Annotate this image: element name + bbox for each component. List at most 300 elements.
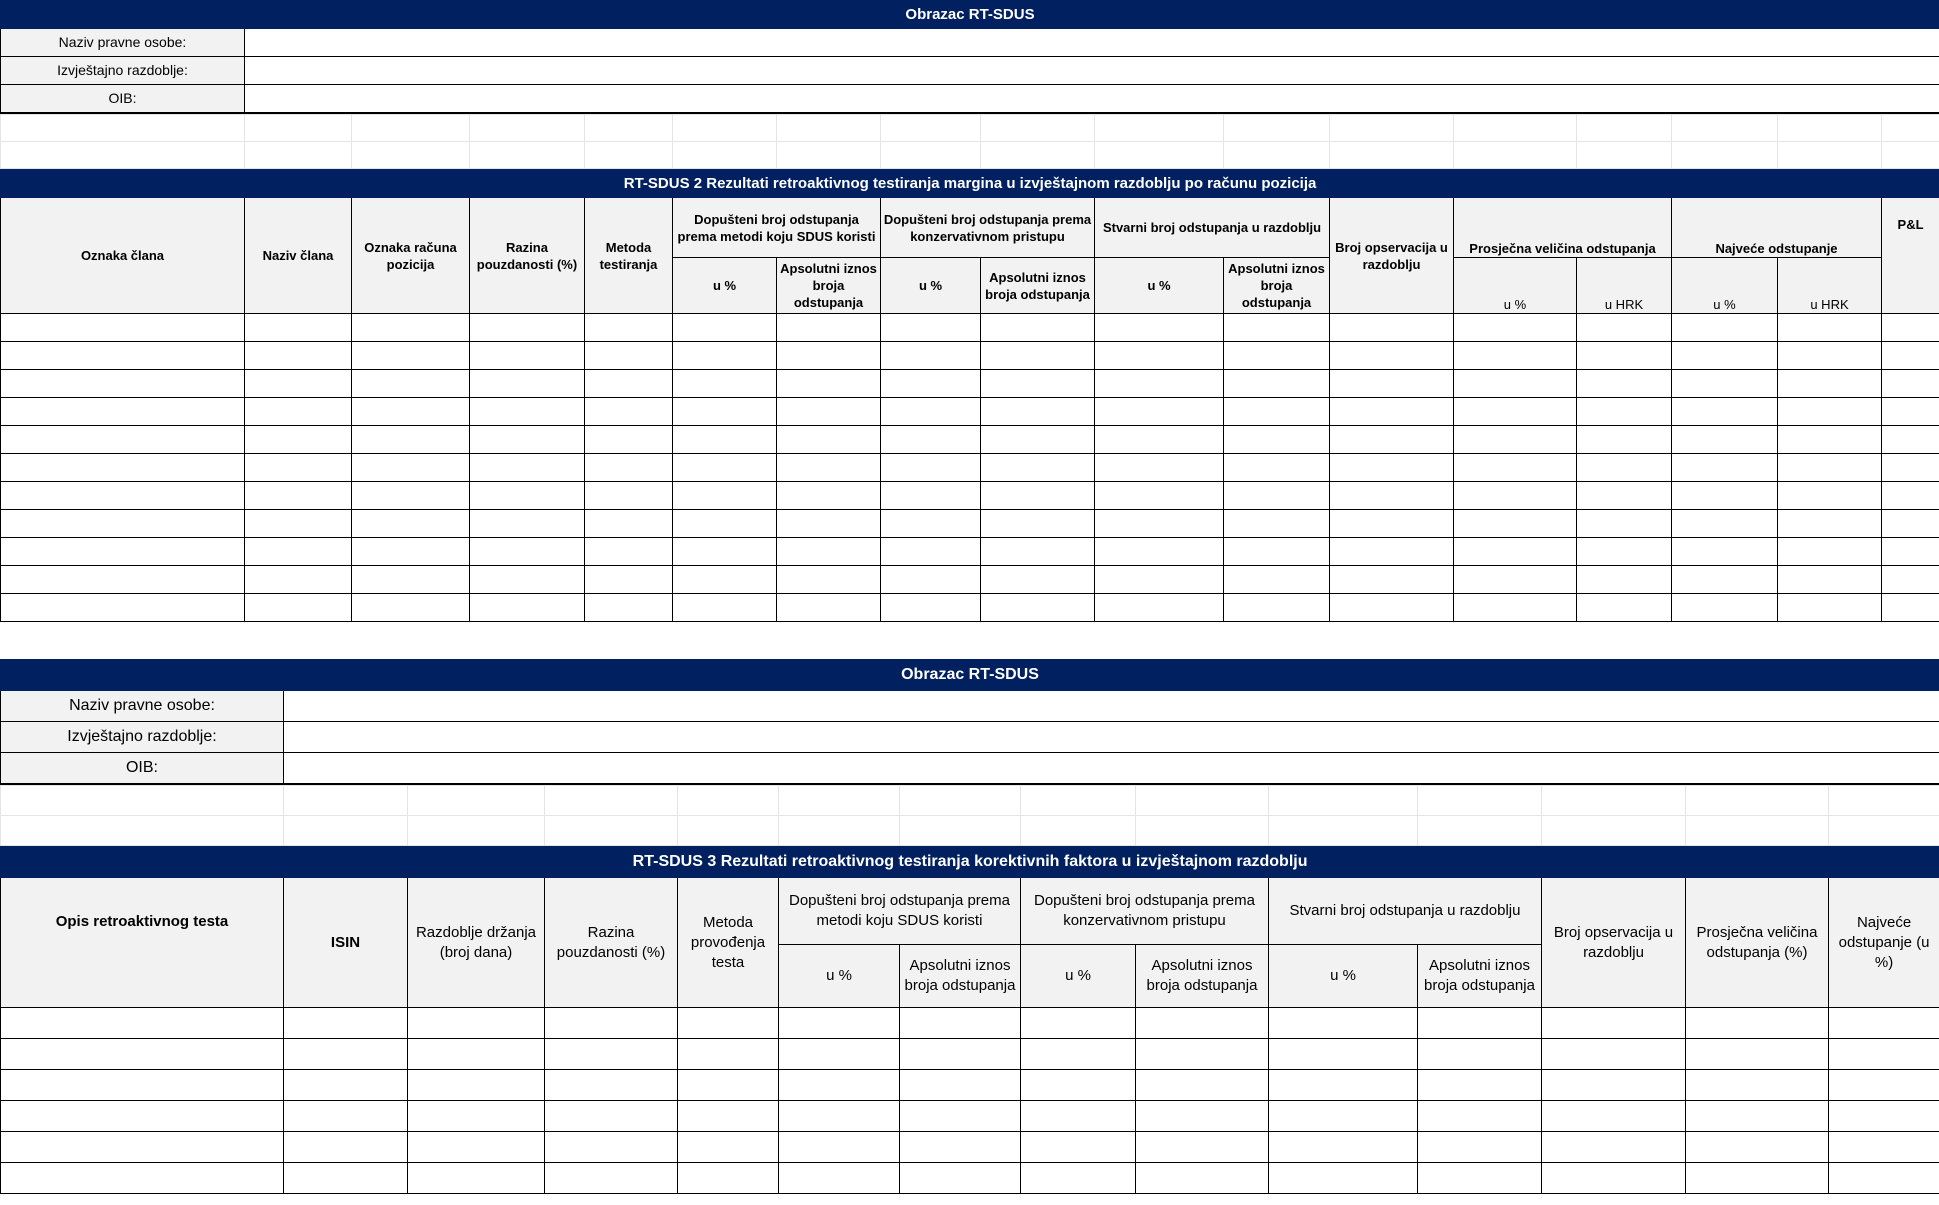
table-cell[interactable] — [881, 426, 981, 454]
table-cell[interactable] — [1882, 594, 1939, 622]
table-cell[interactable] — [1, 342, 245, 370]
table-cell[interactable] — [352, 594, 470, 622]
table-cell[interactable] — [1778, 314, 1882, 342]
data-rows — [1, 1008, 1939, 1194]
table-cell[interactable] — [1418, 1132, 1542, 1163]
col-najvece-odstupanje: Najveće odstupanje — [1672, 198, 1882, 258]
table-cell[interactable] — [352, 566, 470, 594]
table-cell[interactable] — [1778, 538, 1882, 566]
table-cell[interactable] — [1778, 482, 1882, 510]
input-izvjestajno-razdoblje[interactable] — [284, 722, 1939, 753]
table-cell[interactable] — [777, 370, 881, 398]
col-razina-pouzdanosti: Razina pouzdanosti (%) — [470, 198, 585, 314]
table-cell[interactable] — [284, 1039, 408, 1070]
table-cell[interactable] — [673, 426, 777, 454]
table-cell[interactable] — [881, 454, 981, 482]
sub-apsolutni: Apsolutni iznos broja odstupanja — [981, 258, 1095, 314]
table-cell[interactable] — [1686, 1070, 1829, 1101]
table-cell[interactable] — [900, 1132, 1021, 1163]
table-cell[interactable] — [585, 566, 673, 594]
table-cell[interactable] — [470, 398, 585, 426]
table-cell[interactable] — [1021, 1163, 1136, 1194]
table-cell[interactable] — [981, 482, 1095, 510]
table-cell[interactable] — [1672, 482, 1778, 510]
table-cell[interactable] — [1269, 1008, 1418, 1039]
table-cell[interactable] — [1542, 1163, 1686, 1194]
sub-apsolutni: Apsolutni iznos broja odstupanja — [900, 945, 1021, 1008]
table-cell[interactable] — [779, 1101, 900, 1132]
table-cell[interactable] — [1269, 1070, 1418, 1101]
table-cell[interactable] — [1136, 1039, 1269, 1070]
table-cell[interactable] — [1418, 1163, 1542, 1194]
table-cell[interactable] — [1542, 1008, 1686, 1039]
col-prosjecna-velicina: Prosječna veličina odstupanja — [1454, 198, 1672, 258]
table-cell[interactable] — [585, 426, 673, 454]
table-cell[interactable] — [1577, 482, 1672, 510]
table-cell[interactable] — [352, 510, 470, 538]
table-cell[interactable] — [1, 1008, 284, 1039]
table-cell[interactable] — [673, 398, 777, 426]
table-cell[interactable] — [1577, 594, 1672, 622]
table-cell[interactable] — [1454, 398, 1577, 426]
table-cell[interactable] — [777, 314, 881, 342]
table-cell[interactable] — [981, 398, 1095, 426]
table-cell[interactable] — [1, 566, 245, 594]
table-cell[interactable] — [1672, 426, 1778, 454]
table-cell[interactable] — [585, 482, 673, 510]
table-cell[interactable] — [1577, 538, 1672, 566]
table-cell[interactable] — [1672, 594, 1778, 622]
table-cell[interactable] — [1454, 538, 1577, 566]
table-cell[interactable] — [981, 454, 1095, 482]
table-cell[interactable] — [470, 594, 585, 622]
table-cell[interactable] — [1136, 1008, 1269, 1039]
table-cell[interactable] — [673, 342, 777, 370]
sub-u-pct: u % — [1095, 258, 1224, 314]
table-cell[interactable] — [284, 1008, 408, 1039]
table-cell[interactable] — [1136, 1101, 1269, 1132]
table-cell[interactable] — [1330, 594, 1454, 622]
table-cell[interactable] — [1829, 1039, 1939, 1070]
table-cell[interactable] — [1330, 538, 1454, 566]
table-cell[interactable] — [352, 538, 470, 566]
table-cell[interactable] — [352, 426, 470, 454]
table-cell[interactable] — [1778, 426, 1882, 454]
table-cell[interactable] — [545, 1039, 678, 1070]
table-cell[interactable] — [1882, 342, 1939, 370]
table-cell[interactable] — [245, 370, 352, 398]
table-cell[interactable] — [1577, 342, 1672, 370]
table-cell[interactable] — [545, 1163, 678, 1194]
table-cell[interactable] — [777, 342, 881, 370]
table-cell[interactable] — [981, 594, 1095, 622]
sub-u-hrk: u HRK — [1577, 258, 1672, 314]
table-row — [1, 566, 1939, 594]
table-cell[interactable] — [1672, 454, 1778, 482]
table-cell[interactable] — [1095, 342, 1224, 370]
table-cell[interactable] — [981, 314, 1095, 342]
table-cell[interactable] — [1224, 510, 1330, 538]
table-cell[interactable] — [881, 594, 981, 622]
table-cell[interactable] — [1672, 510, 1778, 538]
table-cell[interactable] — [1672, 370, 1778, 398]
table-cell[interactable] — [245, 454, 352, 482]
table-cell[interactable] — [779, 1163, 900, 1194]
table-cell[interactable] — [1224, 594, 1330, 622]
table-cell[interactable] — [245, 314, 352, 342]
table-cell[interactable] — [981, 566, 1095, 594]
table-cell[interactable] — [1418, 1008, 1542, 1039]
col-dopusteni-sdus: Dopušteni broj odstupanja prema metodi koju SDUS koristi — [673, 198, 881, 258]
table-cell[interactable] — [777, 426, 881, 454]
table-cell[interactable] — [1829, 1070, 1939, 1101]
table-cell[interactable] — [470, 510, 585, 538]
table-cell[interactable] — [1, 1039, 284, 1070]
table-cell[interactable] — [1269, 1101, 1418, 1132]
table-cell[interactable] — [545, 1008, 678, 1039]
table-cell[interactable] — [777, 510, 881, 538]
table-cell[interactable] — [408, 1070, 545, 1101]
table-cell[interactable] — [1021, 1132, 1136, 1163]
table-cell[interactable] — [673, 538, 777, 566]
table-row — [1, 594, 1939, 622]
table-cell[interactable] — [470, 426, 585, 454]
table-cell[interactable] — [1269, 1039, 1418, 1070]
table-cell[interactable] — [900, 1101, 1021, 1132]
table-cell[interactable] — [881, 342, 981, 370]
table-cell[interactable] — [245, 482, 352, 510]
table-cell[interactable] — [1224, 342, 1330, 370]
table-cell[interactable] — [1686, 1008, 1829, 1039]
table-cell[interactable] — [1672, 566, 1778, 594]
table-cell[interactable] — [585, 342, 673, 370]
table-cell[interactable] — [1418, 1039, 1542, 1070]
table-cell[interactable] — [1882, 566, 1939, 594]
table-cell[interactable] — [1454, 314, 1577, 342]
table-cell[interactable] — [1224, 454, 1330, 482]
sub-u-hrk: u HRK — [1778, 258, 1882, 314]
table-cell[interactable] — [470, 538, 585, 566]
table-cell[interactable] — [1, 454, 245, 482]
sub-u-pct: u % — [1021, 945, 1136, 1008]
table-cell[interactable] — [673, 454, 777, 482]
table-cell[interactable] — [1, 426, 245, 454]
table-cell[interactable] — [245, 398, 352, 426]
table-cell[interactable] — [673, 314, 777, 342]
table-cell[interactable] — [881, 314, 981, 342]
table-cell[interactable] — [1330, 342, 1454, 370]
table-cell[interactable] — [1136, 1163, 1269, 1194]
table-cell[interactable] — [1095, 426, 1224, 454]
table-cell[interactable] — [1330, 426, 1454, 454]
input-oib[interactable] — [245, 85, 1939, 114]
table-cell[interactable] — [1882, 426, 1939, 454]
table-cell[interactable] — [1021, 1101, 1136, 1132]
table-cell[interactable] — [1224, 426, 1330, 454]
table-cell[interactable] — [1778, 454, 1882, 482]
table-cell[interactable] — [1829, 1008, 1939, 1039]
table-cell[interactable] — [245, 342, 352, 370]
table-cell[interactable] — [470, 342, 585, 370]
table-cell[interactable] — [470, 566, 585, 594]
table-cell[interactable] — [1829, 1163, 1939, 1194]
table-cell[interactable] — [678, 1039, 779, 1070]
table-cell[interactable] — [1, 510, 245, 538]
table-cell[interactable] — [777, 594, 881, 622]
table-cell[interactable] — [1454, 454, 1577, 482]
table-cell[interactable] — [1778, 398, 1882, 426]
table-cell[interactable] — [585, 370, 673, 398]
table-cell[interactable] — [1454, 482, 1577, 510]
table-cell[interactable] — [777, 566, 881, 594]
table-cell[interactable] — [1829, 1101, 1939, 1132]
table-cell[interactable] — [1672, 314, 1778, 342]
table-cell[interactable] — [1778, 342, 1882, 370]
table-cell[interactable] — [881, 538, 981, 566]
input-izvjestajno-razdoblje[interactable] — [245, 57, 1939, 85]
table-cell[interactable] — [408, 1008, 545, 1039]
input-oib[interactable] — [284, 753, 1939, 785]
table-cell[interactable] — [1, 1101, 284, 1132]
table-cell[interactable] — [1686, 1101, 1829, 1132]
table-cell[interactable] — [1577, 454, 1672, 482]
label-izvjestajno-razdoblje: Izvještajno razdoblje: — [1, 722, 284, 753]
table-cell[interactable] — [1224, 566, 1330, 594]
table-cell[interactable] — [352, 342, 470, 370]
table-cell[interactable] — [1136, 1132, 1269, 1163]
table-cell[interactable] — [585, 510, 673, 538]
table-cell[interactable] — [1672, 398, 1778, 426]
col-oznaka-clana: Oznaka člana — [1, 198, 245, 314]
table-cell[interactable] — [1330, 482, 1454, 510]
table-cell[interactable] — [981, 342, 1095, 370]
table-cell[interactable] — [881, 510, 981, 538]
table-cell[interactable] — [1418, 1101, 1542, 1132]
table-cell[interactable] — [1577, 314, 1672, 342]
table-cell[interactable] — [1095, 314, 1224, 342]
table-cell[interactable] — [408, 1163, 545, 1194]
table-cell[interactable] — [1330, 454, 1454, 482]
table-cell[interactable] — [1136, 1070, 1269, 1101]
table-cell[interactable] — [777, 398, 881, 426]
col-opis-retroaktivnog-testa: Opis retroaktivnog testa — [1, 878, 284, 1008]
table-cell[interactable] — [470, 314, 585, 342]
table-cell[interactable] — [1882, 482, 1939, 510]
table-cell[interactable] — [881, 482, 981, 510]
table-cell[interactable] — [777, 482, 881, 510]
input-naziv-pravne-osobe[interactable] — [245, 29, 1939, 57]
table-cell[interactable] — [881, 398, 981, 426]
table-cell[interactable] — [1330, 566, 1454, 594]
table-cell[interactable] — [981, 426, 1095, 454]
table-cell[interactable] — [245, 566, 352, 594]
table-cell[interactable] — [585, 454, 673, 482]
table-cell[interactable] — [1, 314, 245, 342]
table-cell[interactable] — [470, 370, 585, 398]
table-cell[interactable] — [585, 538, 673, 566]
table-cell[interactable] — [1330, 370, 1454, 398]
table-cell[interactable] — [1330, 314, 1454, 342]
table-cell[interactable] — [1577, 566, 1672, 594]
table-cell[interactable] — [900, 1070, 1021, 1101]
table-cell[interactable] — [1454, 594, 1577, 622]
table-cell[interactable] — [1095, 482, 1224, 510]
table-cell[interactable] — [1095, 454, 1224, 482]
table-cell[interactable] — [1095, 566, 1224, 594]
table-cell[interactable] — [1542, 1101, 1686, 1132]
table-cell[interactable] — [1686, 1039, 1829, 1070]
table-cell[interactable] — [881, 566, 981, 594]
table-cell[interactable] — [673, 566, 777, 594]
sub-apsolutni: Apsolutni iznos broja odstupanja — [1224, 258, 1330, 314]
table-cell[interactable] — [408, 1039, 545, 1070]
table-cell[interactable] — [981, 510, 1095, 538]
table-cell[interactable] — [1095, 370, 1224, 398]
table-cell[interactable] — [1454, 370, 1577, 398]
table-cell[interactable] — [673, 510, 777, 538]
table-cell[interactable] — [352, 398, 470, 426]
table-cell[interactable] — [1778, 510, 1882, 538]
table-cell[interactable] — [1882, 510, 1939, 538]
table-cell[interactable] — [1095, 510, 1224, 538]
table-cell[interactable] — [408, 1132, 545, 1163]
table-cell[interactable] — [678, 1101, 779, 1132]
table-cell[interactable] — [245, 510, 352, 538]
table-cell[interactable] — [900, 1163, 1021, 1194]
table-cell[interactable] — [1021, 1039, 1136, 1070]
table-cell[interactable] — [1882, 538, 1939, 566]
sub-apsolutni: Apsolutni iznos broja odstupanja — [1136, 945, 1269, 1008]
table-cell[interactable] — [1224, 482, 1330, 510]
table-cell[interactable] — [245, 426, 352, 454]
table-cell[interactable] — [779, 1039, 900, 1070]
form-header-table — [0, 0, 1939, 114]
table-cell[interactable] — [1, 1132, 284, 1163]
table-cell[interactable] — [1095, 398, 1224, 426]
table-cell[interactable] — [1269, 1163, 1418, 1194]
table-row — [1, 398, 1939, 426]
table-cell[interactable] — [779, 1070, 900, 1101]
table-cell[interactable] — [779, 1132, 900, 1163]
table-cell[interactable] — [1778, 370, 1882, 398]
table-cell[interactable] — [245, 538, 352, 566]
table-cell[interactable] — [1, 594, 245, 622]
table-cell[interactable] — [1882, 370, 1939, 398]
table-cell[interactable] — [1, 1163, 284, 1194]
table-cell[interactable] — [1454, 566, 1577, 594]
table-cell[interactable] — [673, 370, 777, 398]
table-cell[interactable] — [545, 1070, 678, 1101]
table-cell[interactable] — [352, 454, 470, 482]
table-cell[interactable] — [678, 1132, 779, 1163]
table-cell[interactable] — [1, 538, 245, 566]
col-najvece-odstupanje: Najveće odstupanje (u %) — [1829, 878, 1939, 1008]
table-cell[interactable] — [1, 1070, 284, 1101]
table-cell[interactable] — [1021, 1008, 1136, 1039]
table-cell[interactable] — [1095, 594, 1224, 622]
table-cell[interactable] — [1454, 510, 1577, 538]
table-cell[interactable] — [1330, 510, 1454, 538]
table-cell[interactable] — [1542, 1039, 1686, 1070]
table-cell[interactable] — [1577, 426, 1672, 454]
input-naziv-pravne-osobe[interactable] — [284, 691, 1939, 722]
table-cell[interactable] — [678, 1008, 779, 1039]
table-cell[interactable] — [1672, 342, 1778, 370]
table-cell[interactable] — [1, 398, 245, 426]
table-cell[interactable] — [1330, 398, 1454, 426]
table-cell[interactable] — [881, 370, 981, 398]
table-cell[interactable] — [1224, 538, 1330, 566]
table-cell[interactable] — [673, 594, 777, 622]
table-cell[interactable] — [408, 1101, 545, 1132]
table-cell[interactable] — [1542, 1070, 1686, 1101]
table-cell[interactable] — [1, 482, 245, 510]
table-cell[interactable] — [1224, 398, 1330, 426]
table-cell[interactable] — [545, 1132, 678, 1163]
table-cell[interactable] — [1778, 566, 1882, 594]
table-cell[interactable] — [1686, 1163, 1829, 1194]
table-cell[interactable] — [352, 482, 470, 510]
table-cell[interactable] — [284, 1070, 408, 1101]
table-cell[interactable] — [352, 314, 470, 342]
table-cell[interactable] — [470, 482, 585, 510]
table-cell[interactable] — [678, 1070, 779, 1101]
table-cell[interactable] — [545, 1101, 678, 1132]
table-cell[interactable] — [777, 454, 881, 482]
table-cell[interactable] — [1095, 538, 1224, 566]
table-cell[interactable] — [585, 314, 673, 342]
table-cell[interactable] — [284, 1163, 408, 1194]
table-cell[interactable] — [470, 454, 585, 482]
table-cell[interactable] — [284, 1101, 408, 1132]
table-cell[interactable] — [1672, 538, 1778, 566]
table-cell[interactable] — [1577, 370, 1672, 398]
table-cell[interactable] — [1454, 342, 1577, 370]
table-cell[interactable] — [900, 1039, 1021, 1070]
table-cell[interactable] — [1224, 370, 1330, 398]
table-cell[interactable] — [1778, 594, 1882, 622]
table-cell[interactable] — [1882, 314, 1939, 342]
table-cell[interactable] — [352, 370, 470, 398]
table-cell[interactable] — [1269, 1132, 1418, 1163]
table-cell[interactable] — [981, 370, 1095, 398]
table-cell[interactable] — [1454, 426, 1577, 454]
table-cell[interactable] — [779, 1008, 900, 1039]
table-cell[interactable] — [673, 482, 777, 510]
table-cell[interactable] — [1418, 1070, 1542, 1101]
table-title-rt-sdus-2: RT-SDUS 2 Rezultati retroaktivnog testiranja margina u izvještajnom razdoblju po računu pozicija — [1, 170, 1939, 198]
table-cell[interactable] — [284, 1132, 408, 1163]
table-cell[interactable] — [1882, 454, 1939, 482]
table-cell[interactable] — [585, 398, 673, 426]
table-cell[interactable] — [1021, 1070, 1136, 1101]
table-cell[interactable] — [1577, 398, 1672, 426]
table-cell[interactable] — [1829, 1132, 1939, 1163]
table-cell[interactable] — [900, 1008, 1021, 1039]
table-cell[interactable] — [1577, 510, 1672, 538]
table-cell[interactable] — [1, 370, 245, 398]
table-cell[interactable] — [245, 594, 352, 622]
table-cell[interactable] — [1882, 398, 1939, 426]
table-cell[interactable] — [777, 538, 881, 566]
table-cell[interactable] — [1686, 1132, 1829, 1163]
table-cell[interactable] — [678, 1163, 779, 1194]
table-cell[interactable] — [1224, 314, 1330, 342]
table-cell[interactable] — [585, 594, 673, 622]
table-cell[interactable] — [1542, 1132, 1686, 1163]
table-row — [1, 314, 1939, 342]
table-cell[interactable] — [981, 538, 1095, 566]
